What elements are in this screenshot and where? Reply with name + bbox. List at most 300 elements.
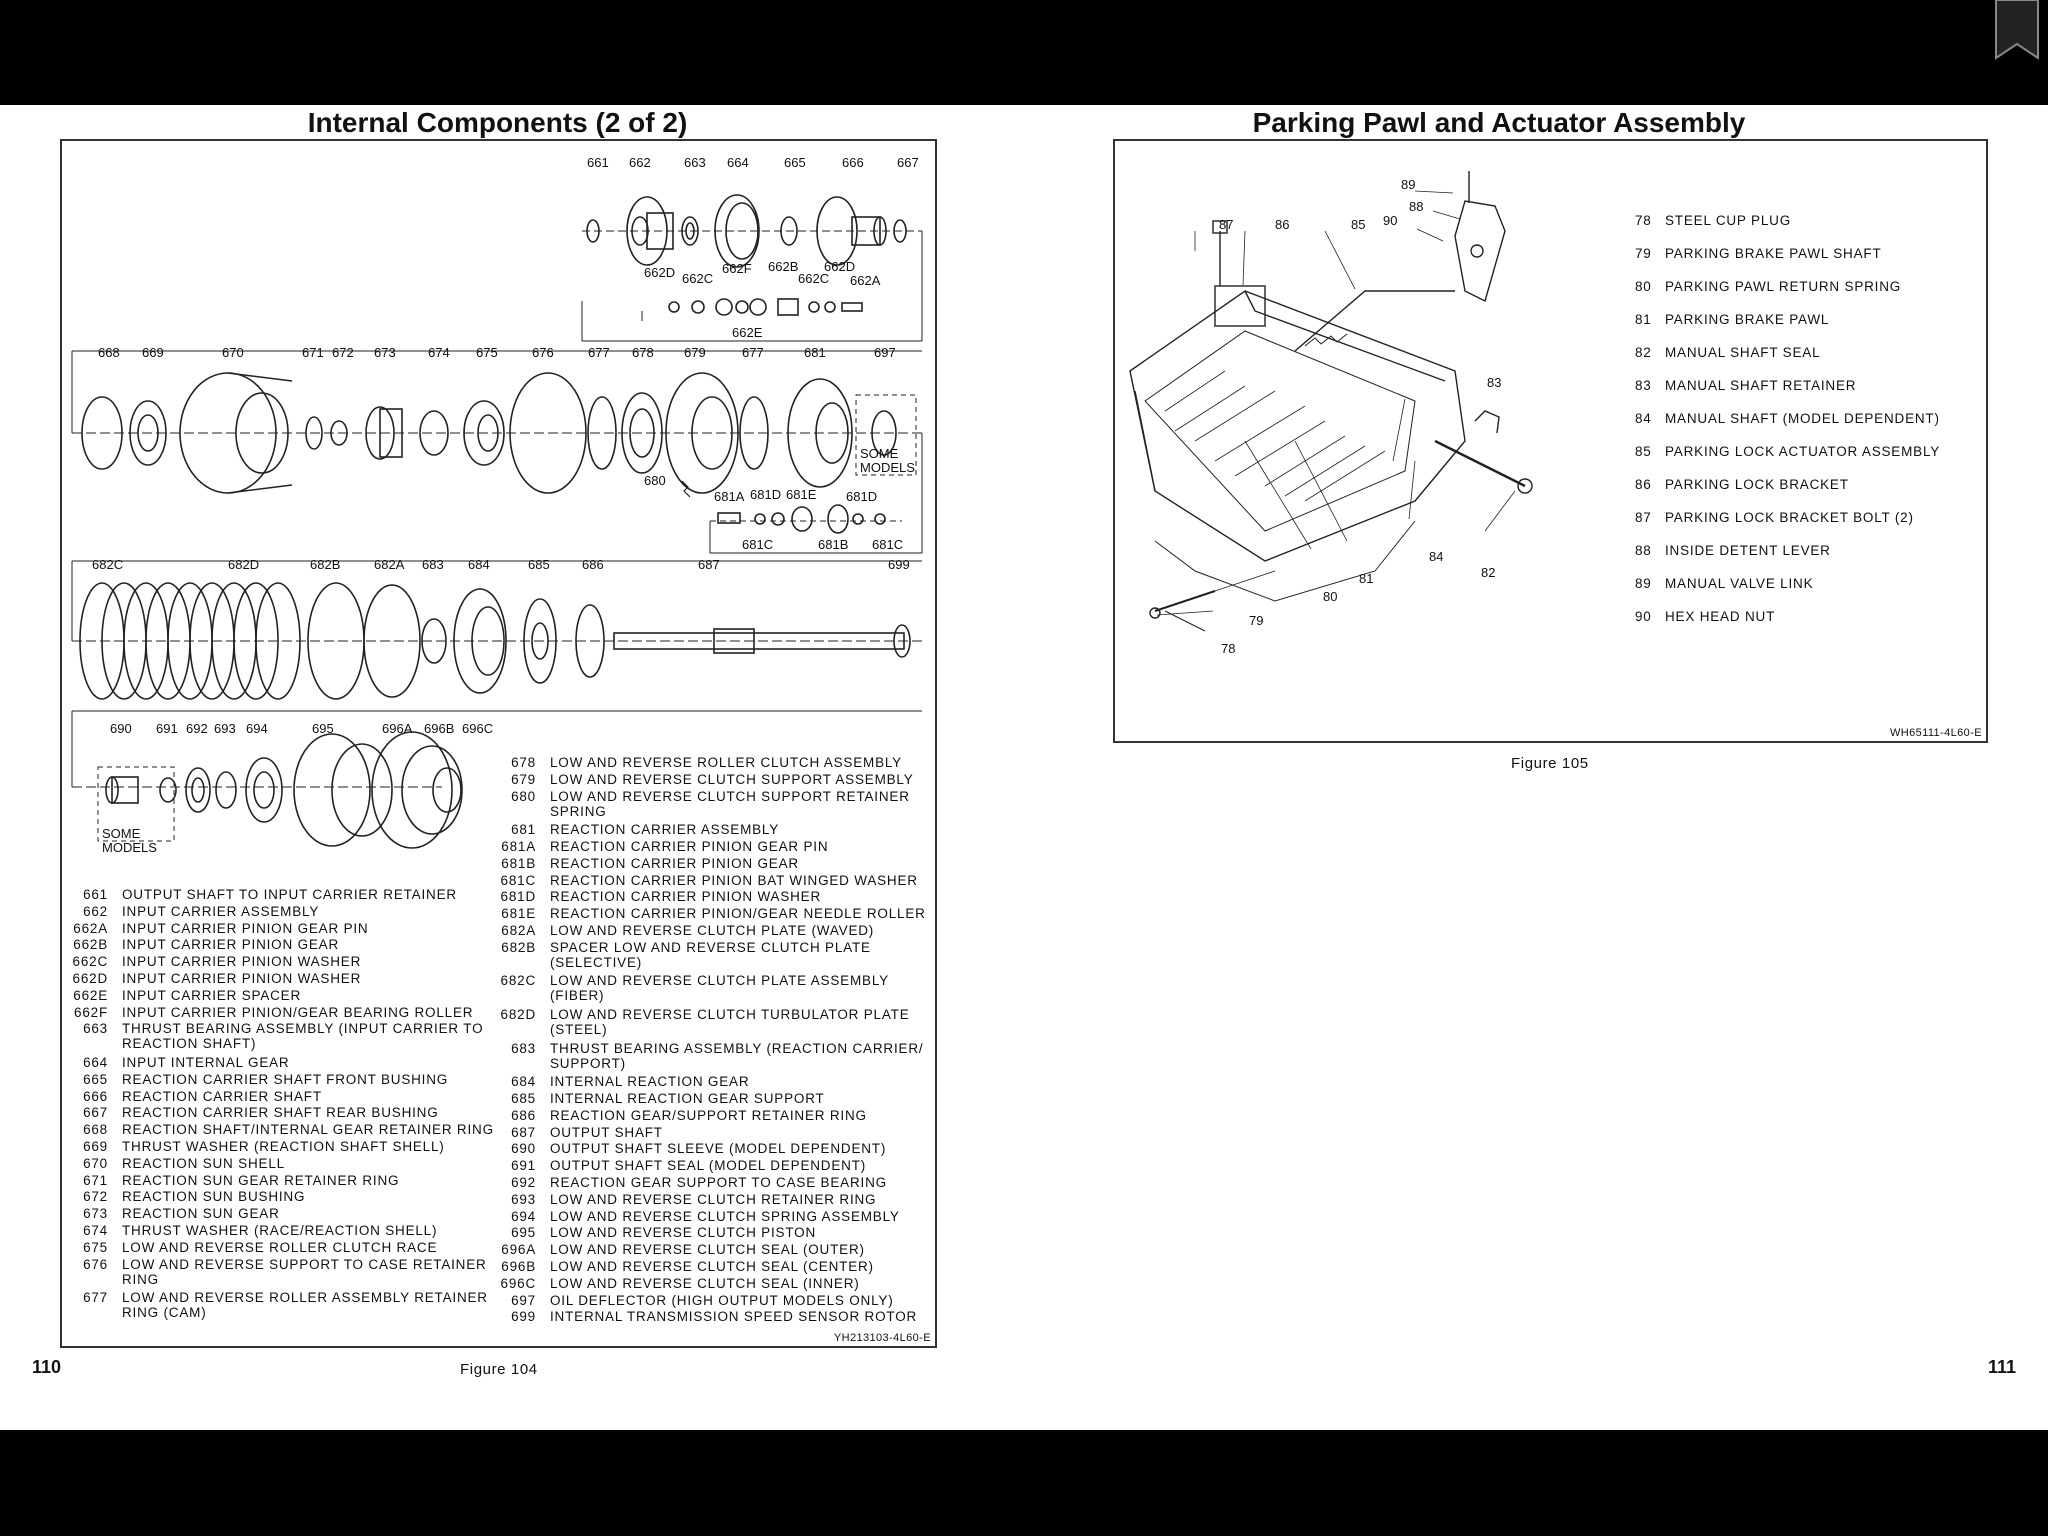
legend-item bbox=[62, 1005, 473, 1020]
legend-item-description bbox=[550, 906, 926, 921]
legend-item-description bbox=[122, 1139, 445, 1154]
callout: 662D bbox=[824, 259, 856, 274]
legend-item-number: 81 bbox=[1635, 312, 1652, 327]
legend-item bbox=[490, 940, 871, 970]
legend-item-description bbox=[122, 1189, 305, 1204]
legend-item-description-line: INPUT CARRIER PINION GEAR PIN bbox=[122, 920, 369, 936]
callout: 699 bbox=[888, 557, 910, 572]
legend-item-number: 680 bbox=[511, 788, 536, 804]
callout: 80 bbox=[1323, 589, 1338, 604]
some-models-line: SOME bbox=[102, 826, 141, 841]
legend-item-description bbox=[550, 789, 910, 819]
legend-item bbox=[1635, 609, 1775, 624]
legend-item-description-line: LOW AND REVERSE CLUTCH PLATE ASSEMBLY bbox=[550, 973, 889, 989]
legend-item-description bbox=[550, 1007, 910, 1037]
callout: 680 bbox=[644, 473, 666, 488]
callout: 664 bbox=[727, 155, 749, 170]
legend-item-description-line: RING (CAM) bbox=[122, 1305, 207, 1321]
legend-item bbox=[490, 772, 914, 787]
callout: 692 bbox=[186, 721, 208, 736]
legend-item bbox=[1635, 378, 1856, 393]
legend-item bbox=[490, 1125, 663, 1140]
legend-item-description bbox=[550, 973, 889, 1003]
legend-item-description bbox=[122, 988, 301, 1003]
callout: 85 bbox=[1351, 217, 1366, 232]
legend-item-description-line: REACTION CARRIER SHAFT bbox=[122, 1088, 322, 1104]
legend-item-description: PARKING LOCK ACTUATOR ASSEMBLY bbox=[1665, 444, 1941, 459]
legend-item bbox=[1635, 213, 1791, 228]
legend-item-description: HEX HEAD NUT bbox=[1665, 609, 1776, 624]
legend-item-number: 691 bbox=[511, 1158, 536, 1174]
legend-item bbox=[1635, 543, 1831, 558]
legend-item-description: MANUAL SHAFT (MODEL DEPENDENT) bbox=[1665, 411, 1940, 426]
legend-item-number: 693 bbox=[511, 1191, 536, 1207]
legend-item-description-line: INTERNAL REACTION GEAR SUPPORT bbox=[550, 1091, 825, 1106]
callout: 82 bbox=[1481, 565, 1496, 580]
legend-item-description bbox=[550, 856, 799, 871]
callout: 662D bbox=[644, 265, 676, 280]
legend-item-description bbox=[550, 839, 828, 854]
legend-item-description-line: LOW AND REVERSE CLUTCH RETAINER RING bbox=[550, 1191, 877, 1207]
callout: 671 bbox=[302, 345, 324, 360]
figure-reference-code: YH213103-4L60-E bbox=[833, 1332, 931, 1344]
legend-item-description-line: LOW AND REVERSE ROLLER CLUTCH RACE bbox=[122, 1239, 438, 1255]
callout: 675 bbox=[476, 345, 498, 360]
legend-item bbox=[1635, 477, 1849, 492]
legend-item-description bbox=[550, 1175, 887, 1190]
callout: 662C bbox=[798, 271, 830, 286]
legend-item-description: MANUAL VALVE LINK bbox=[1665, 576, 1814, 591]
legend-item-description bbox=[122, 1290, 488, 1320]
legend-item-description-line: OIL DEFLECTOR (HIGH OUTPUT MODELS ONLY) bbox=[550, 1292, 894, 1308]
legend-item bbox=[1635, 411, 1940, 426]
legend-item-number: 696B bbox=[501, 1259, 536, 1274]
legend-item bbox=[62, 1122, 494, 1137]
legend-item-description-line: REACTION GEAR/SUPPORT RETAINER RING bbox=[550, 1107, 867, 1123]
legend-item bbox=[62, 988, 301, 1003]
legend-item-description bbox=[122, 1005, 473, 1020]
callout: 662E bbox=[732, 325, 763, 340]
legend-item bbox=[490, 906, 926, 921]
legend-item-description-line: REACTION CARRIER PINION WASHER bbox=[550, 889, 822, 905]
some-models-line: MODELS bbox=[860, 460, 915, 475]
legend-item bbox=[490, 1259, 874, 1274]
internal-components-exploded-view bbox=[62, 141, 935, 731]
callout: 681E bbox=[786, 487, 817, 502]
legend-item-description-line: LOW AND REVERSE CLUTCH SEAL (CENTER) bbox=[550, 1259, 874, 1274]
legend-item-number: 684 bbox=[511, 1074, 536, 1090]
legend-item-number: 676 bbox=[83, 1256, 108, 1272]
callout: 682D bbox=[228, 557, 260, 572]
legend-item-description-line: REACTION GEAR SUPPORT TO CASE BEARING bbox=[550, 1175, 887, 1190]
book-spread bbox=[0, 105, 2048, 1430]
callout: 681A bbox=[714, 489, 745, 504]
legend-item-description bbox=[550, 1108, 867, 1123]
legend-item-number: 679 bbox=[511, 771, 536, 787]
legend-item-description-line: REACTION SUN GEAR bbox=[122, 1206, 280, 1222]
legend-item-description: INSIDE DETENT LEVER bbox=[1665, 543, 1831, 558]
legend-item-description bbox=[122, 921, 368, 936]
legend-item-description-line: REACTION CARRIER SHAFT FRONT BUSHING bbox=[122, 1071, 449, 1087]
legend-item-description bbox=[550, 1293, 894, 1308]
legend-item-description-line: LOW AND REVERSE CLUTCH TURBULATOR PLATE bbox=[550, 1007, 910, 1022]
legend-item bbox=[490, 822, 779, 837]
legend-item-description bbox=[550, 1209, 900, 1224]
legend-item-description-line: SUPPORT) bbox=[550, 1055, 626, 1071]
legend-item-number: 692 bbox=[511, 1175, 536, 1190]
legend-item-description bbox=[122, 1105, 439, 1120]
legend-item bbox=[62, 1206, 280, 1221]
legend-item-description-line: INPUT CARRIER SPACER bbox=[122, 987, 302, 1003]
callout: 672 bbox=[332, 345, 354, 360]
legend-item bbox=[1635, 345, 1820, 360]
legend-item-number: 663 bbox=[83, 1021, 108, 1037]
legend-item-number: 662 bbox=[83, 903, 108, 919]
legend-item-number: 699 bbox=[511, 1309, 536, 1325]
legend-item-number: 78 bbox=[1635, 213, 1652, 228]
legend-item-description bbox=[550, 1091, 825, 1106]
legend-item-description-line: INPUT CARRIER PINION WASHER bbox=[122, 954, 362, 970]
legend-item-number: 690 bbox=[511, 1141, 536, 1157]
callout: 685 bbox=[528, 557, 550, 572]
legend-item bbox=[62, 904, 319, 919]
legend-item bbox=[62, 1173, 399, 1188]
legend-item bbox=[490, 1175, 887, 1190]
legend-item bbox=[490, 1192, 876, 1207]
legend-item-description-line: REACTION CARRIER ASSEMBLY bbox=[550, 822, 780, 838]
callout: 696C bbox=[462, 721, 494, 736]
callout: 693 bbox=[214, 721, 236, 736]
legend-item-description bbox=[550, 822, 779, 837]
legend-item-number: 79 bbox=[1635, 246, 1652, 261]
legend-item-description bbox=[122, 1240, 437, 1255]
legend-item-description-line: RING bbox=[122, 1271, 159, 1287]
legend-item bbox=[1635, 444, 1940, 459]
legend-item-description bbox=[550, 755, 902, 770]
legend-item bbox=[1635, 312, 1829, 327]
legend-item-number: 681C bbox=[500, 872, 536, 888]
legend-item-description-line: INTERNAL TRANSMISSION SPEED SENSOR ROTOR bbox=[550, 1309, 918, 1325]
callout: 696B bbox=[424, 721, 455, 736]
figure-caption: Figure 104 bbox=[460, 1361, 538, 1378]
legend-item-description-line: SPRING bbox=[550, 803, 607, 819]
legend-item-number: 669 bbox=[83, 1139, 108, 1154]
legend-item-number: 681D bbox=[500, 889, 536, 905]
legend-item bbox=[1635, 576, 1813, 591]
figure-caption: Figure 105 bbox=[1511, 755, 1589, 772]
callout: 690 bbox=[110, 721, 132, 736]
legend-item-description bbox=[122, 904, 319, 919]
callout: 681 bbox=[804, 345, 826, 360]
legend-item bbox=[490, 1309, 917, 1324]
callout: 665 bbox=[784, 155, 806, 170]
legend-item bbox=[490, 1141, 886, 1156]
legend-item-description-line: INPUT CARRIER PINION GEAR bbox=[122, 937, 340, 953]
callout: 661 bbox=[587, 155, 609, 170]
callout: 677 bbox=[742, 345, 764, 360]
legend-item-description-line: REACTION SUN BUSHING bbox=[122, 1189, 306, 1205]
legend-item bbox=[490, 856, 799, 871]
legend-item-number: 671 bbox=[83, 1172, 108, 1188]
legend-item-number: 675 bbox=[83, 1239, 108, 1255]
legend-item bbox=[62, 1156, 285, 1171]
callout: 83 bbox=[1487, 375, 1502, 390]
callout: 681D bbox=[750, 487, 782, 502]
legend-item-number: 686 bbox=[511, 1107, 536, 1123]
callout: 87 bbox=[1219, 217, 1234, 232]
legend-item-number: 685 bbox=[511, 1091, 536, 1106]
legend-item-number: 662C bbox=[72, 954, 108, 970]
legend-item bbox=[490, 1158, 866, 1173]
legend-item bbox=[490, 1108, 867, 1123]
some-models-line: MODELS bbox=[102, 840, 157, 855]
legend-item-description-line: LOW AND REVERSE SUPPORT TO CASE RETAINER bbox=[122, 1256, 487, 1272]
legend-item-description-line: OUTPUT SHAFT SLEEVE (MODEL DEPENDENT) bbox=[550, 1141, 887, 1157]
legend-item-description-line: REACTION CARRIER PINION BAT WINGED WASHER bbox=[550, 872, 918, 888]
legend-item-description: MANUAL SHAFT RETAINER bbox=[1665, 378, 1857, 393]
callout: 678 bbox=[632, 345, 654, 360]
callout: 670 bbox=[222, 345, 244, 360]
legend-item-description-line: REACTION CARRIER PINION/GEAR NEEDLE ROLLER bbox=[550, 906, 926, 922]
legend-item-number: 87 bbox=[1635, 510, 1652, 525]
legend-item-description-line: REACTION CARRIER SHAFT REAR BUSHING bbox=[122, 1105, 439, 1121]
callout: 679 bbox=[684, 345, 706, 360]
legend-item-description-line: SPACER LOW AND REVERSE CLUTCH PLATE bbox=[550, 939, 871, 955]
callout: 681C bbox=[742, 537, 774, 552]
legend-item-description-line: THRUST BEARING ASSEMBLY (INPUT CARRIER TO bbox=[122, 1021, 484, 1037]
legend-item-description bbox=[122, 1021, 483, 1051]
figure-reference-code: WH65111-4L60-E bbox=[1889, 727, 1982, 739]
legend-item-description bbox=[550, 889, 821, 904]
legend-item-number: 681 bbox=[511, 822, 536, 838]
legend-item-number: 89 bbox=[1635, 576, 1652, 591]
legend-item-description-line: INTERNAL REACTION GEAR bbox=[550, 1074, 750, 1090]
legend-item-number: 682B bbox=[501, 939, 536, 955]
left-page-title: Internal Components (2 of 2) bbox=[307, 107, 688, 138]
legend-item-description-line: OUTPUT SHAFT SEAL (MODEL DEPENDENT) bbox=[550, 1158, 867, 1174]
legend-item bbox=[1635, 279, 1901, 294]
legend-item-number: 84 bbox=[1635, 411, 1652, 426]
legend-item-number: 86 bbox=[1635, 477, 1652, 492]
legend-item-number: 667 bbox=[83, 1105, 108, 1121]
legend-item bbox=[490, 923, 874, 938]
legend-item-number: 681B bbox=[501, 855, 536, 871]
callout: 697 bbox=[874, 345, 896, 360]
legend-item bbox=[62, 1089, 322, 1104]
legend-item bbox=[62, 887, 457, 902]
legend-item bbox=[62, 1139, 445, 1154]
legend-item-number: 681A bbox=[501, 839, 536, 854]
legend-item-description bbox=[550, 1225, 816, 1240]
legend-item-description bbox=[122, 937, 339, 952]
legend-item-number: 88 bbox=[1635, 543, 1652, 558]
callout: 696A bbox=[382, 721, 413, 736]
legend-item-description-line: REACTION CARRIER PINION GEAR bbox=[550, 855, 799, 871]
legend-item-description-line: INPUT INTERNAL GEAR bbox=[122, 1055, 290, 1070]
callout: 681B bbox=[818, 537, 849, 552]
legend-item bbox=[1635, 246, 1882, 261]
legend-item-description-line: LOW AND REVERSE CLUTCH SEAL (OUTER) bbox=[550, 1242, 865, 1258]
legend-item-description-line: REACTION SHAFT/INTERNAL GEAR RETAINER RING bbox=[122, 1122, 494, 1138]
legend-item-description-line: REACTION SUN GEAR RETAINER RING bbox=[122, 1172, 400, 1188]
legend-item bbox=[490, 789, 910, 819]
legend-item-description-line: LOW AND REVERSE CLUTCH PISTON bbox=[550, 1225, 816, 1241]
legend-item-description bbox=[550, 1158, 866, 1173]
callout: 88 bbox=[1409, 199, 1424, 214]
callout: 662C bbox=[682, 271, 714, 286]
legend-item-description bbox=[550, 923, 874, 938]
legend-item-number: 674 bbox=[83, 1223, 108, 1238]
legend-item bbox=[490, 873, 918, 888]
legend-item-description-line: REACTION SUN SHELL bbox=[122, 1155, 285, 1171]
legend-item bbox=[62, 954, 361, 969]
callout: 662B bbox=[768, 259, 799, 274]
legend-item-number: 85 bbox=[1635, 444, 1652, 459]
legend-item-number: 673 bbox=[83, 1206, 108, 1222]
legend-item-number: 677 bbox=[83, 1290, 108, 1306]
legend-item bbox=[62, 971, 361, 986]
legend-item-description-line: OUTPUT SHAFT bbox=[550, 1124, 663, 1140]
callout: 691 bbox=[156, 721, 178, 736]
legend-item bbox=[490, 973, 889, 1003]
legend-item bbox=[490, 1074, 749, 1089]
legend-item-description-line: LOW AND REVERSE CLUTCH SPRING ASSEMBLY bbox=[550, 1208, 900, 1224]
legend-item-description: MANUAL SHAFT SEAL bbox=[1665, 345, 1821, 360]
legend-item-description-line: INPUT CARRIER PINION WASHER bbox=[122, 971, 362, 986]
legend-item-description: PARKING BRAKE PAWL SHAFT bbox=[1665, 246, 1882, 261]
callout: 662A bbox=[850, 273, 881, 288]
legend-item bbox=[62, 1240, 437, 1255]
legend-item bbox=[62, 937, 339, 952]
legend-item-number: 696C bbox=[500, 1275, 536, 1291]
legend-item-description bbox=[122, 1055, 289, 1070]
legend-item-description-line: THRUST BEARING ASSEMBLY (REACTION CARRIER/ bbox=[550, 1040, 924, 1056]
legend-item-number: 666 bbox=[83, 1088, 108, 1104]
legend-item-number: 670 bbox=[83, 1155, 108, 1171]
callout: 682C bbox=[92, 557, 124, 572]
legend-item-number: 662F bbox=[74, 1004, 108, 1020]
callout: 682B bbox=[310, 557, 341, 572]
legend-item-description bbox=[122, 887, 457, 902]
legend-item-number: 694 bbox=[511, 1208, 536, 1224]
callout: 663 bbox=[684, 155, 706, 170]
legend-item-description bbox=[122, 1156, 285, 1171]
legend-item bbox=[490, 1041, 923, 1071]
legend-item-description bbox=[550, 873, 918, 888]
legend-item bbox=[62, 921, 368, 936]
legend-item-description bbox=[550, 772, 914, 787]
legend-item-description-line: (FIBER) bbox=[550, 988, 605, 1004]
legend-item-number: 672 bbox=[83, 1189, 108, 1205]
legend-item-description bbox=[122, 1089, 322, 1104]
callout: 81 bbox=[1359, 571, 1374, 586]
legend-item bbox=[490, 1007, 910, 1037]
legend-item-description bbox=[550, 1192, 876, 1207]
callout: 662F bbox=[722, 261, 752, 276]
callout: 669 bbox=[142, 345, 164, 360]
legend-item bbox=[490, 1225, 816, 1240]
legend-item-number: 682A bbox=[501, 923, 536, 938]
callout: 84 bbox=[1429, 549, 1444, 564]
legend-item-description-line: LOW AND REVERSE CLUTCH PLATE (WAVED) bbox=[550, 923, 875, 938]
callout: 682A bbox=[374, 557, 405, 572]
legend-item-number: 662A bbox=[73, 920, 108, 936]
legend-item-description bbox=[550, 1141, 886, 1156]
right-page-title: Parking Pawl and Actuator Assembly bbox=[1252, 107, 1746, 138]
legend-item-description bbox=[550, 1125, 663, 1140]
legend-item-description bbox=[550, 1259, 874, 1274]
callout: 662 bbox=[629, 155, 651, 170]
callout: 78 bbox=[1221, 641, 1236, 656]
callout: 695 bbox=[312, 721, 334, 736]
legend-item-number: 687 bbox=[511, 1124, 536, 1140]
legend-item-description-line: REACTION SHAFT) bbox=[122, 1036, 257, 1052]
legend-item bbox=[490, 1209, 900, 1224]
legend-item-description-line: LOW AND REVERSE ROLLER CLUTCH ASSEMBLY bbox=[550, 755, 902, 770]
legend-item-description-line: THRUST WASHER (RACE/REACTION SHELL) bbox=[122, 1223, 438, 1238]
legend-item-description-line: LOW AND REVERSE CLUTCH SUPPORT RETAINER bbox=[550, 788, 910, 804]
callout: 79 bbox=[1249, 613, 1264, 628]
callout: 86 bbox=[1275, 217, 1290, 232]
legend-item-description bbox=[550, 1276, 860, 1291]
legend-item-number: 697 bbox=[511, 1292, 536, 1308]
callout: 681D bbox=[846, 489, 878, 504]
legend-item-description: PARKING LOCK BRACKET BOLT (2) bbox=[1665, 510, 1914, 525]
legend-item-description bbox=[122, 1223, 437, 1238]
legend-item-description bbox=[122, 1257, 487, 1287]
left-page bbox=[0, 105, 1024, 1430]
legend-item-description: PARKING LOCK BRACKET bbox=[1665, 477, 1849, 492]
legend-item-number: 696A bbox=[501, 1242, 536, 1258]
callout: 676 bbox=[532, 345, 554, 360]
callout: 89 bbox=[1401, 177, 1416, 192]
callout: 687 bbox=[698, 557, 720, 572]
legend-item-description bbox=[122, 954, 361, 969]
legend-item bbox=[490, 889, 821, 904]
legend-item-description bbox=[550, 1309, 917, 1324]
some-models-label bbox=[860, 447, 915, 475]
legend-item-description-line: LOW AND REVERSE ROLLER ASSEMBLY RETAINER bbox=[122, 1290, 488, 1306]
legend-item-number: 665 bbox=[83, 1071, 108, 1087]
legend-item-description-line: LOW AND REVERSE CLUTCH SEAL (INNER) bbox=[550, 1275, 860, 1291]
legend-item-description-line: (STEEL) bbox=[550, 1022, 608, 1037]
some-models-line: SOME bbox=[860, 446, 899, 461]
legend-item-description bbox=[122, 1173, 399, 1188]
legend-item-number: 90 bbox=[1635, 609, 1652, 624]
legend-item-description-line: INPUT CARRIER PINION/GEAR BEARING ROLLER bbox=[122, 1004, 474, 1020]
legend-item-number: 668 bbox=[83, 1122, 108, 1138]
callout: 673 bbox=[374, 345, 396, 360]
bookmark-icon[interactable] bbox=[1994, 0, 2040, 60]
legend-item-description bbox=[550, 1041, 923, 1071]
figure-105-frame bbox=[1113, 139, 1988, 743]
legend-item bbox=[62, 1021, 483, 1051]
legend-item-description-line: INPUT CARRIER ASSEMBLY bbox=[122, 903, 320, 919]
legend-item-description bbox=[122, 1122, 494, 1137]
callout: 674 bbox=[428, 345, 450, 360]
legend-item bbox=[62, 1290, 488, 1320]
legend-item bbox=[62, 1257, 487, 1287]
legend-item bbox=[62, 1072, 448, 1087]
right-page bbox=[1024, 105, 2048, 1430]
callout: 677 bbox=[588, 345, 610, 360]
legend-item bbox=[490, 1091, 825, 1106]
legend-item bbox=[62, 1189, 305, 1204]
legend-item-number: 683 bbox=[511, 1040, 536, 1056]
legend-item bbox=[490, 755, 902, 770]
legend-item-number: 695 bbox=[511, 1225, 536, 1241]
callout: 667 bbox=[897, 155, 919, 170]
